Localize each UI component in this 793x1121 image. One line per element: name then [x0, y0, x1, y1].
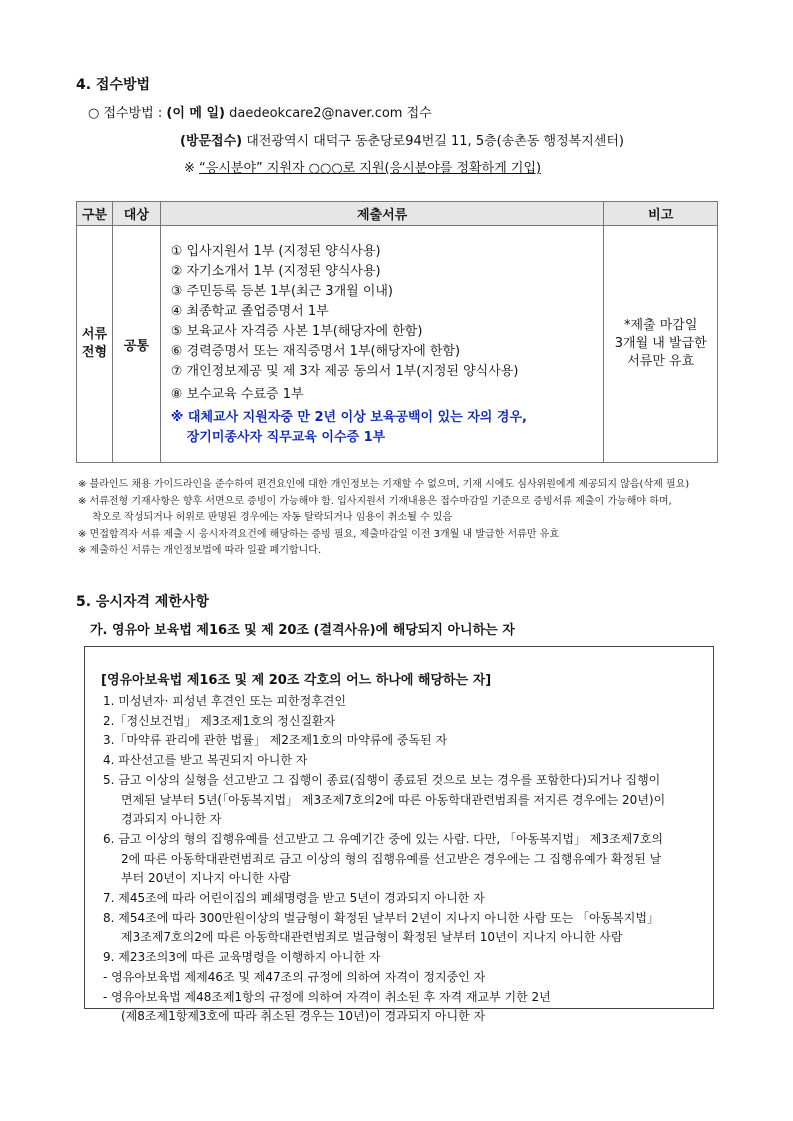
- method-suffix: 접수: [406, 106, 432, 121]
- list-item: 2.「정신보건법」 제3조제1호의 정신질환자: [103, 713, 336, 728]
- documents-cell: [160, 226, 604, 463]
- target-cell: 공통: [112, 226, 160, 463]
- list-item: 부터 20년이 지나지 아니한 사람: [121, 871, 291, 886]
- apply-note-text: “응시분야” 지원자 ○○○로 지원(응시분야를 정확하게 기입): [199, 161, 542, 176]
- list-item: 4. 파산선고를 받고 복권되지 아니한 자: [103, 753, 308, 768]
- footnote-line: 착오로 작성되거나 허위로 판명된 경우에는 자동 탈락되거나 임용이 취소될 수 있음: [92, 512, 453, 523]
- method-label: 접수방법 :: [103, 106, 163, 121]
- document-item: ⑧ 보수교육 수료증 1부: [170, 387, 304, 402]
- list-item: 3.「마약류 관리에 관한 법률」 제2조제1호의 마약류에 중독된 자: [103, 733, 448, 748]
- list-item: 5. 금고 이상의 실형을 선고받고 그 집행이 종료(집행이 종료된 것으로 보는 경우를 포함한다)되거나 집행이: [103, 772, 661, 787]
- list-item: - 영유아보육법 제제46조 및 제47조의 규정에 의하여 자격이 정지중인 자: [103, 969, 486, 984]
- list-item: (제8조제1항제3호에 따라 취소된 경우는 10년)이 경과되지 아니한 자: [121, 1009, 486, 1024]
- footnote-line: ※ 블라인드 채용 가이드라인을 준수하여 편견요인에 대한 개인정보는 기재할 수 없으며, 기재 시에도 심사위원에게 제공되지 않음(삭제 필요): [78, 479, 690, 490]
- list-item: 6. 금고 이상의 형의 집행유예를 선고받고 그 유예기간 중에 있는 사람. 다만, 「아동복지법」 제3조제7호의: [103, 831, 664, 846]
- footnote-line: ※ 제출하신 서류는 개인정보법에 따라 일괄 폐기합니다.: [78, 545, 322, 556]
- remarks-cell: *제출 마감일 3개월 내 발급한 서류만 유효: [604, 226, 718, 463]
- visit-line: [180, 130, 624, 149]
- document-item: ⑥ 경력증명서 또는 재직증명서 1부(해당자에 한함): [170, 344, 461, 359]
- section5-subtitle: 가. 영유아 보육법 제16조 및 제 20조 (결격사유)에 해당되지 아니하는 자: [90, 623, 515, 638]
- section4-title: 4. 접수방법: [76, 77, 151, 93]
- document-item: ⑤ 보육교사 자격증 사본 1부(해당자에 한함): [170, 324, 423, 339]
- document-item: ④ 최종학교 졸업증명서 1부: [170, 304, 329, 319]
- header-target: 대상: [112, 202, 160, 226]
- visit-address: 대전광역시 대덕구 동춘당로94번길 11, 5층(송촌동 행정복지센터): [246, 134, 624, 149]
- email-label: (이 메 일): [166, 106, 225, 121]
- list-item: 경과되지 아니한 자: [121, 812, 222, 827]
- table-row: [77, 226, 718, 463]
- document-item: ⑦ 개인정보제공 및 제 3자 제공 동의서 1부(지정된 양식사용): [170, 364, 519, 379]
- method-line: [88, 102, 432, 121]
- list-item: - 영유아보육법 제48조제1항의 규정에 의하여 자격이 취소된 후 자격 재교부 기한 2년: [103, 989, 551, 1004]
- apply-note-line: [184, 157, 541, 176]
- header-category: 구분: [77, 202, 113, 226]
- disqualification-list: [103, 692, 665, 1027]
- document-item: ③ 주민등록 등본 1부(최근 3개월 이내): [170, 284, 394, 299]
- document-item: ① 입사지원서 1부 (지정된 양식사용): [170, 244, 381, 259]
- disqualification-box: [84, 646, 714, 1024]
- visit-label: (방문접수): [180, 134, 243, 149]
- email-address[interactable]: daedeokcare2@naver.com: [229, 106, 403, 121]
- special-note-line2: 장기미종사자 직무교육 이수증 1부: [186, 430, 386, 445]
- header-documents: 제출서류: [160, 202, 604, 226]
- document-item: ② 자기소개서 1부 (지정된 양식사용): [170, 264, 381, 279]
- box-title: [영유아보육법 제16조 및 제 20조 각호의 어느 하나에 해당하는 자]: [101, 673, 492, 688]
- documents-table: [76, 201, 718, 463]
- special-note-line1: ※ 대체교사 지원자중 만 2년 이상 보육공백이 있는 자의 경우,: [170, 410, 527, 425]
- note-mark: ※: [184, 161, 195, 176]
- footnotes: [78, 477, 689, 560]
- list-item: 8. 제54조에 따라 300만원이상의 벌금형이 확정된 날부터 2년이 지나지 아니한 사람 또는 「아동복지법」: [103, 910, 659, 925]
- circle-bullet-icon: ○: [88, 106, 100, 121]
- list-item: 7. 제45조에 따라 어린이집의 폐쇄명령을 받고 5년이 경과되지 아니한 자: [103, 891, 485, 906]
- section5-title: 5. 응시자격 제한사항: [76, 594, 209, 610]
- header-remarks: 비고: [604, 202, 718, 226]
- list-item: 제3조제7호의2에 따른 아동학대관련범죄로 벌금형이 확정된 날부터 10년이 지나지 아니한 사람: [121, 930, 623, 945]
- list-item: 2에 따른 아동학대관련범죄로 금고 이상의 형의 집행유예를 선고받은 경우에는 그 집행유예가 확정된 날: [121, 851, 662, 866]
- list-item: 면제된 날부터 5년(「아동복지법」 제3조제7호의2에 따른 아동학대관련범죄를 저지른 경우에는 20년)이: [121, 792, 666, 807]
- footnote-line: ※ 면접합격자 서류 제출 시 응시자격요건에 해당하는 증빙 필요, 제출마감일 이전 3개월 내 발급한 서류만 유효: [78, 528, 559, 540]
- table-header-row: [77, 202, 718, 226]
- list-item: 9. 제23조의3에 따른 교육명령을 이행하지 아니한 자: [103, 950, 381, 965]
- footnote-line: ※ 서류전형 기재사항은 향후 서면으로 증빙이 가능해야 함. 입사지원서 기재내용은 접수마감일 기준으로 증빙서류 제출이 가능해야 하며,: [78, 495, 672, 507]
- list-item: 1. 미성년자· 피성년 후견인 또는 피한정후견인: [103, 694, 346, 708]
- category-cell: 서류 전형: [77, 226, 113, 463]
